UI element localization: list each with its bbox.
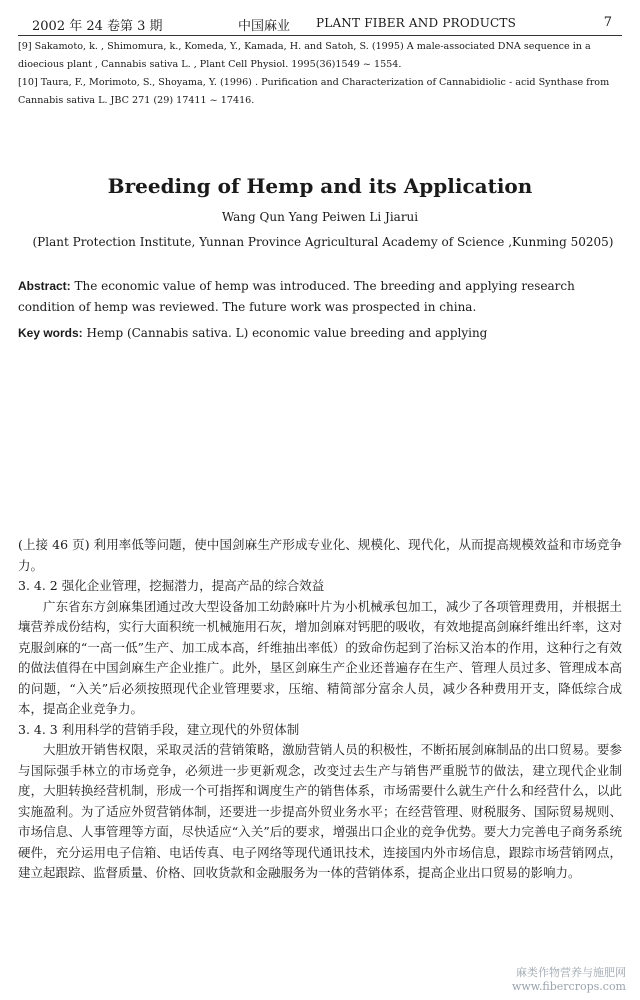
issue-info: 2002 年 24 卷第 3 期 xyxy=(32,19,163,34)
site-watermark xyxy=(512,966,626,994)
paper-authors: Wang Qun Yang Peiwen Li Jiarui xyxy=(221,210,419,224)
section-heading-3-4-3: 3. 4. 3 利用科学的营销手段，建立现代的外贸体制 xyxy=(18,721,300,737)
watermark-url: www.fibercrops.com xyxy=(511,980,626,993)
reference-list xyxy=(18,38,622,110)
header-rule xyxy=(18,35,622,36)
abstract-label: Abstract: xyxy=(18,279,71,293)
journal-name-cn: 中国麻业 xyxy=(238,19,291,34)
keywords-text: Hemp (Cannabis sativa. L) economic value breeding and applying xyxy=(82,326,488,340)
abstract-text: The economic value of hemp was introduced. The breeding and applying research condition of hemp was reviewed. The future work was prospected in china. xyxy=(18,279,575,314)
running-header xyxy=(18,12,622,34)
keywords xyxy=(18,326,622,340)
paper-title: Breeding of Hemp and its Application xyxy=(107,174,533,198)
reference-item: [9] Sakamoto, k. , Shimomura, k., Komeda, Y., Kamada, H. and Satoh, S. (1995) A male-associated DNA sequence in a dioecious plant , Cannabis sativa L. , Plant Cell Physiol. 1995(36)1549 ~ 1554. xyxy=(18,41,591,70)
section-paragraph-3-4-2: 广东省东方剑麻集团通过改大型设备加工幼龄麻叶片为小机械承包加工，减少了各项管理费用，并根据土壤营养成份结构，实行大面积统一机械施用石灰，增加剑麻对钙肥的吸收，有效地提高剑麻纤维出纤率，这对克服剑麻的“一高一低”生产、加工成本高，纤维抽出率低）的致命伤起到了治标又治本的作用，这种行之有效的做法值得在中国剑麻生产企业推广。此外，垦区剑麻生产企业还普遍存在生产、管理人员过多、管理成本高的问题，“入关”后必须按照现代企业管理要求，压缩、精简部分富余人员，减少各种费用开支，降低综合成本，提高企业竞争力。 xyxy=(18,598,622,716)
keywords-label: Key words: xyxy=(18,326,83,340)
paper-affiliation: (Plant Protection Institute, Yunnan Province Agricultural Academy of Science ,Kunming 50205) xyxy=(32,235,614,249)
reference-item: [10] Taura, F., Morimoto, S., Shoyama, Y. (1996) . Purification and Characterization of Cannabidiolic - acid Synthase from Cannabis sativa L. JBC 271 (29) 17411 ~ 17416. xyxy=(18,77,610,106)
section-heading-3-4-2: 3. 4. 2 强化企业管理，挖掘潜力，提高产品的综合效益 xyxy=(18,578,325,593)
section-paragraph-3-4-3: 大胆放开销售权限，采取灵活的营销策略，激励营销人员的积极性，不断拓展剑麻制品的出口贸易。要参与国际强手林立的市场竞争，必须进一步更新观念，改变过去生产与销售严重脱节的做法，建立现代企业制度，大胆转换经营机制，形成一个可指挥和调度生产的销售体系，市场需要什么就生产什么和经营什么，以此实施盈利。为了适应外贸营销体制，还要进一步提高外贸业务水平；在经营管理、财税服务、国际贸易规则、市场信息、人事管理等方面，尽快适应“入关”后的要求，增强出口企业的竞争优势。要大力完善电子商务系统硬件，充分运用电子信箱、电话传真、电子网络等现代通讯技术，连接国内外市场信息，跟踪市场营销网点，建立起跟踪、监督质量、价格、回收货款和金融服务为一体的营销体系，提高企业出口贸易的影响力。 xyxy=(18,742,622,880)
body-text xyxy=(18,535,622,884)
abstract xyxy=(18,276,622,318)
continued-paragraph: (上接 46 页) 利用率低等问题，使中国剑麻生产形成专业化、规模化、现代化，从而提高规模效益和市场竞争力。 xyxy=(18,537,622,573)
journal-name-en: PLANT FIBER AND PRODUCTS xyxy=(316,16,517,30)
watermark-cn: 麻类作物营养与施肥网 xyxy=(516,966,626,979)
page-number: 7 xyxy=(603,15,612,30)
